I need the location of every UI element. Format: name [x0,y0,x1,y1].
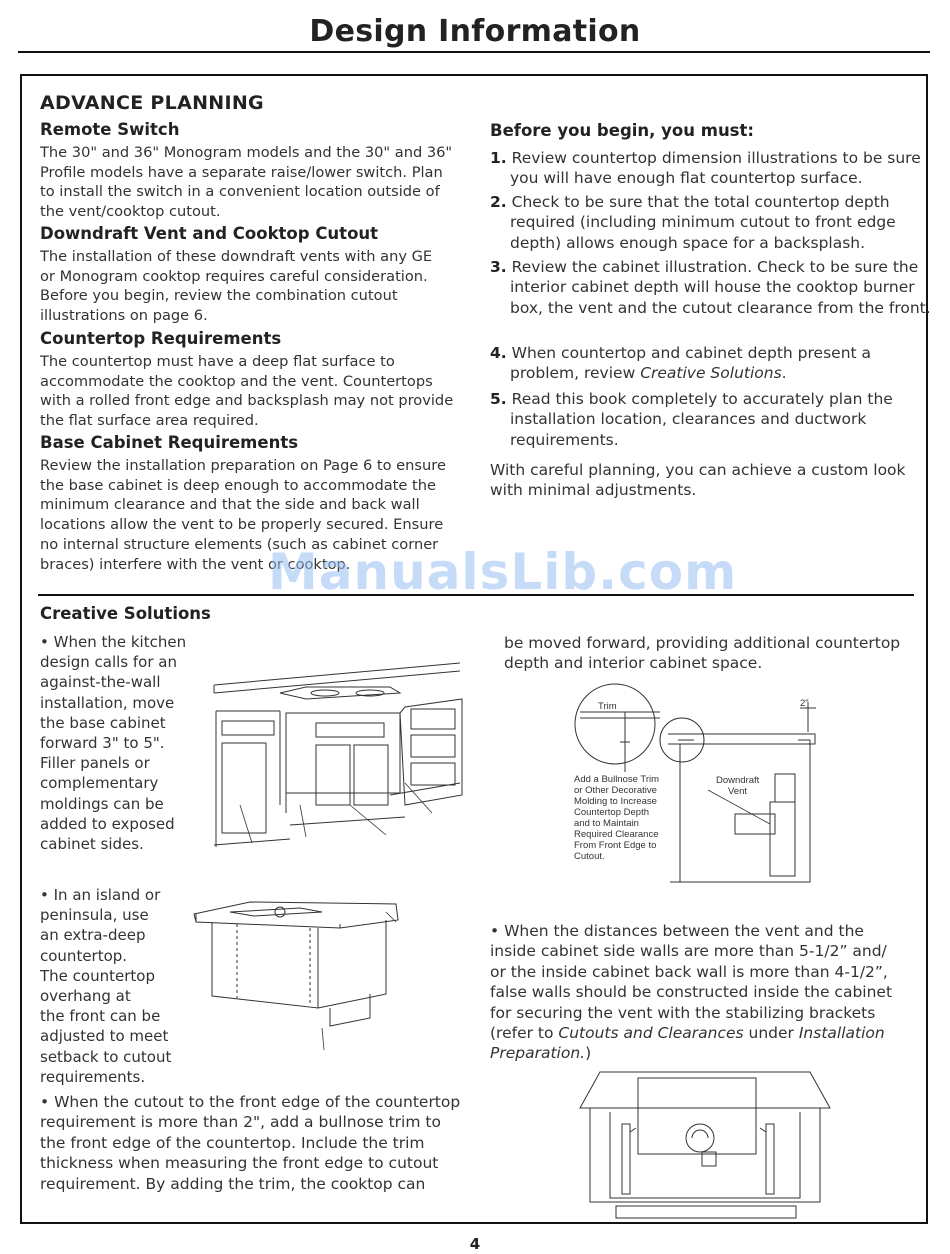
list-item: 4. When countertop and cabinet depth present a problem, review Creative Solutions. [490,344,872,383]
remote-switch-text: The 30" and 36" Monogram models and the 30" and 36" Profile models have a separate raise/lower switch. Plan to install the switch in a convenient location outside of the vent/cooktop cutout. [40,144,453,221]
remote-switch-heading: Remote Switch [40,120,180,139]
bullet-false-walls: • When the distances between the vent and the inside cabinet side walls are more than 5-1/2” and/ or the inside cabinet back wall is more than 4-1/2”, false walls should be constructed inside the cabinet for securing the vent with the stabilizing brackets (refer to Cutouts and Clearances under Installation Preparation.) [490,922,893,1063]
vent-label-1: Downdraft [716,775,760,786]
downdraft-text: The installation of these downdraft vents with any GE or Monogram cooktop requires careful consideration. Before you begin, review the combination cutout illustrations on page 6. [40,248,433,325]
note-line: Countertop Depth [574,807,649,818]
vent-label-2: Vent [728,786,748,797]
watermark: ManualsLib.com [268,543,738,601]
note-line: or Other Decorative [574,785,657,796]
island-cabinet-illustration [190,898,410,1058]
countertop-text: The countertop must have a deep flat surface to accommodate the cooktop and the vent. Countertops with a rolled front edge and backsplash may not provide the flat surface area required. [40,353,454,430]
bullnose-trim-diagram [570,682,830,892]
section-divider [38,594,914,596]
countertop-heading: Countertop Requirements [40,329,282,348]
false-walls-diagram [576,1072,834,1220]
list-item: 3. Review the cabinet illustration. Check to be sure the interior cabinet depth will house the cooktop burner box, the vent and the cutout clearance from the front. [490,258,931,317]
note-line: and to Maintain [574,818,639,829]
note-line: Required Clearance [574,829,659,840]
title-divider [18,51,930,53]
downdraft-heading: Downdraft Vent and Cooktop Cutout [40,224,379,243]
list-item: 2. Check to be sure that the total countertop depth required (including minimum cutout to front edge depth) allows enough space for a backsplash. [490,193,896,252]
list-item: 5. Read this book completely to accurately plan the installation location, clearances and ductwork requirements. [490,390,893,449]
closing-paragraph: With careful planning, you can achieve a custom look with minimal adjustments. [490,461,906,500]
dimension-label: 2" [800,698,809,709]
base-cabinet-heading: Base Cabinet Requirements [40,433,299,452]
bullet-bullnose-trim: • When the cutout to the front edge of the countertop requirement is more than 2", add a bullnose trim to the front edge of the countertop. Include the trim thickness when measuring the front edge to cutout requirement. By adding the trim, the cooktop can [40,1093,461,1193]
note-line: Add a Bullnose Trim [574,774,660,785]
note-line: From Front Edge to [574,840,657,851]
before-you-begin-heading: Before you begin, you must: [490,121,754,140]
base-cabinet-text: Review the installation preparation on Page 6 to ensure the base cabinet is deep enough to accommodate the minimum clearance and that the side and back wall locations allow the vent to be properly secured. Ensure no internal structure elements (such as cabinet corner braces) interfere with the vent or cooktop. [40,457,446,573]
list-item: 1. Review countertop dimension illustrations to be sure you will have enough flat countertop surface. [490,149,921,188]
page-number: 4 [469,1235,481,1253]
page-title: Design Information [309,14,641,49]
trim-label: Trim [598,701,617,712]
kitchen-cabinet-illustration [210,655,470,855]
bullet-island: • In an island or peninsula, use an extra-deep countertop. The countertop overhang at the front can be adjusted to meet setback to cutout requirements. [40,886,172,1086]
creative-solutions-heading: Creative Solutions [40,604,211,623]
bullet-against-wall: • When the kitchen design calls for an against-the-wall installation, move the base cabinet forward 3" to 5". Filler panels or complementary moldings can be added to exposed cabinet sides. [40,633,187,854]
bullet-continued: be moved forward, providing additional countertop depth and interior cabinet space. [504,634,901,673]
advance-planning-heading: ADVANCE PLANNING [40,92,264,114]
note-line: Cutout. [574,851,605,862]
note-line: Molding to Increase [574,796,657,807]
